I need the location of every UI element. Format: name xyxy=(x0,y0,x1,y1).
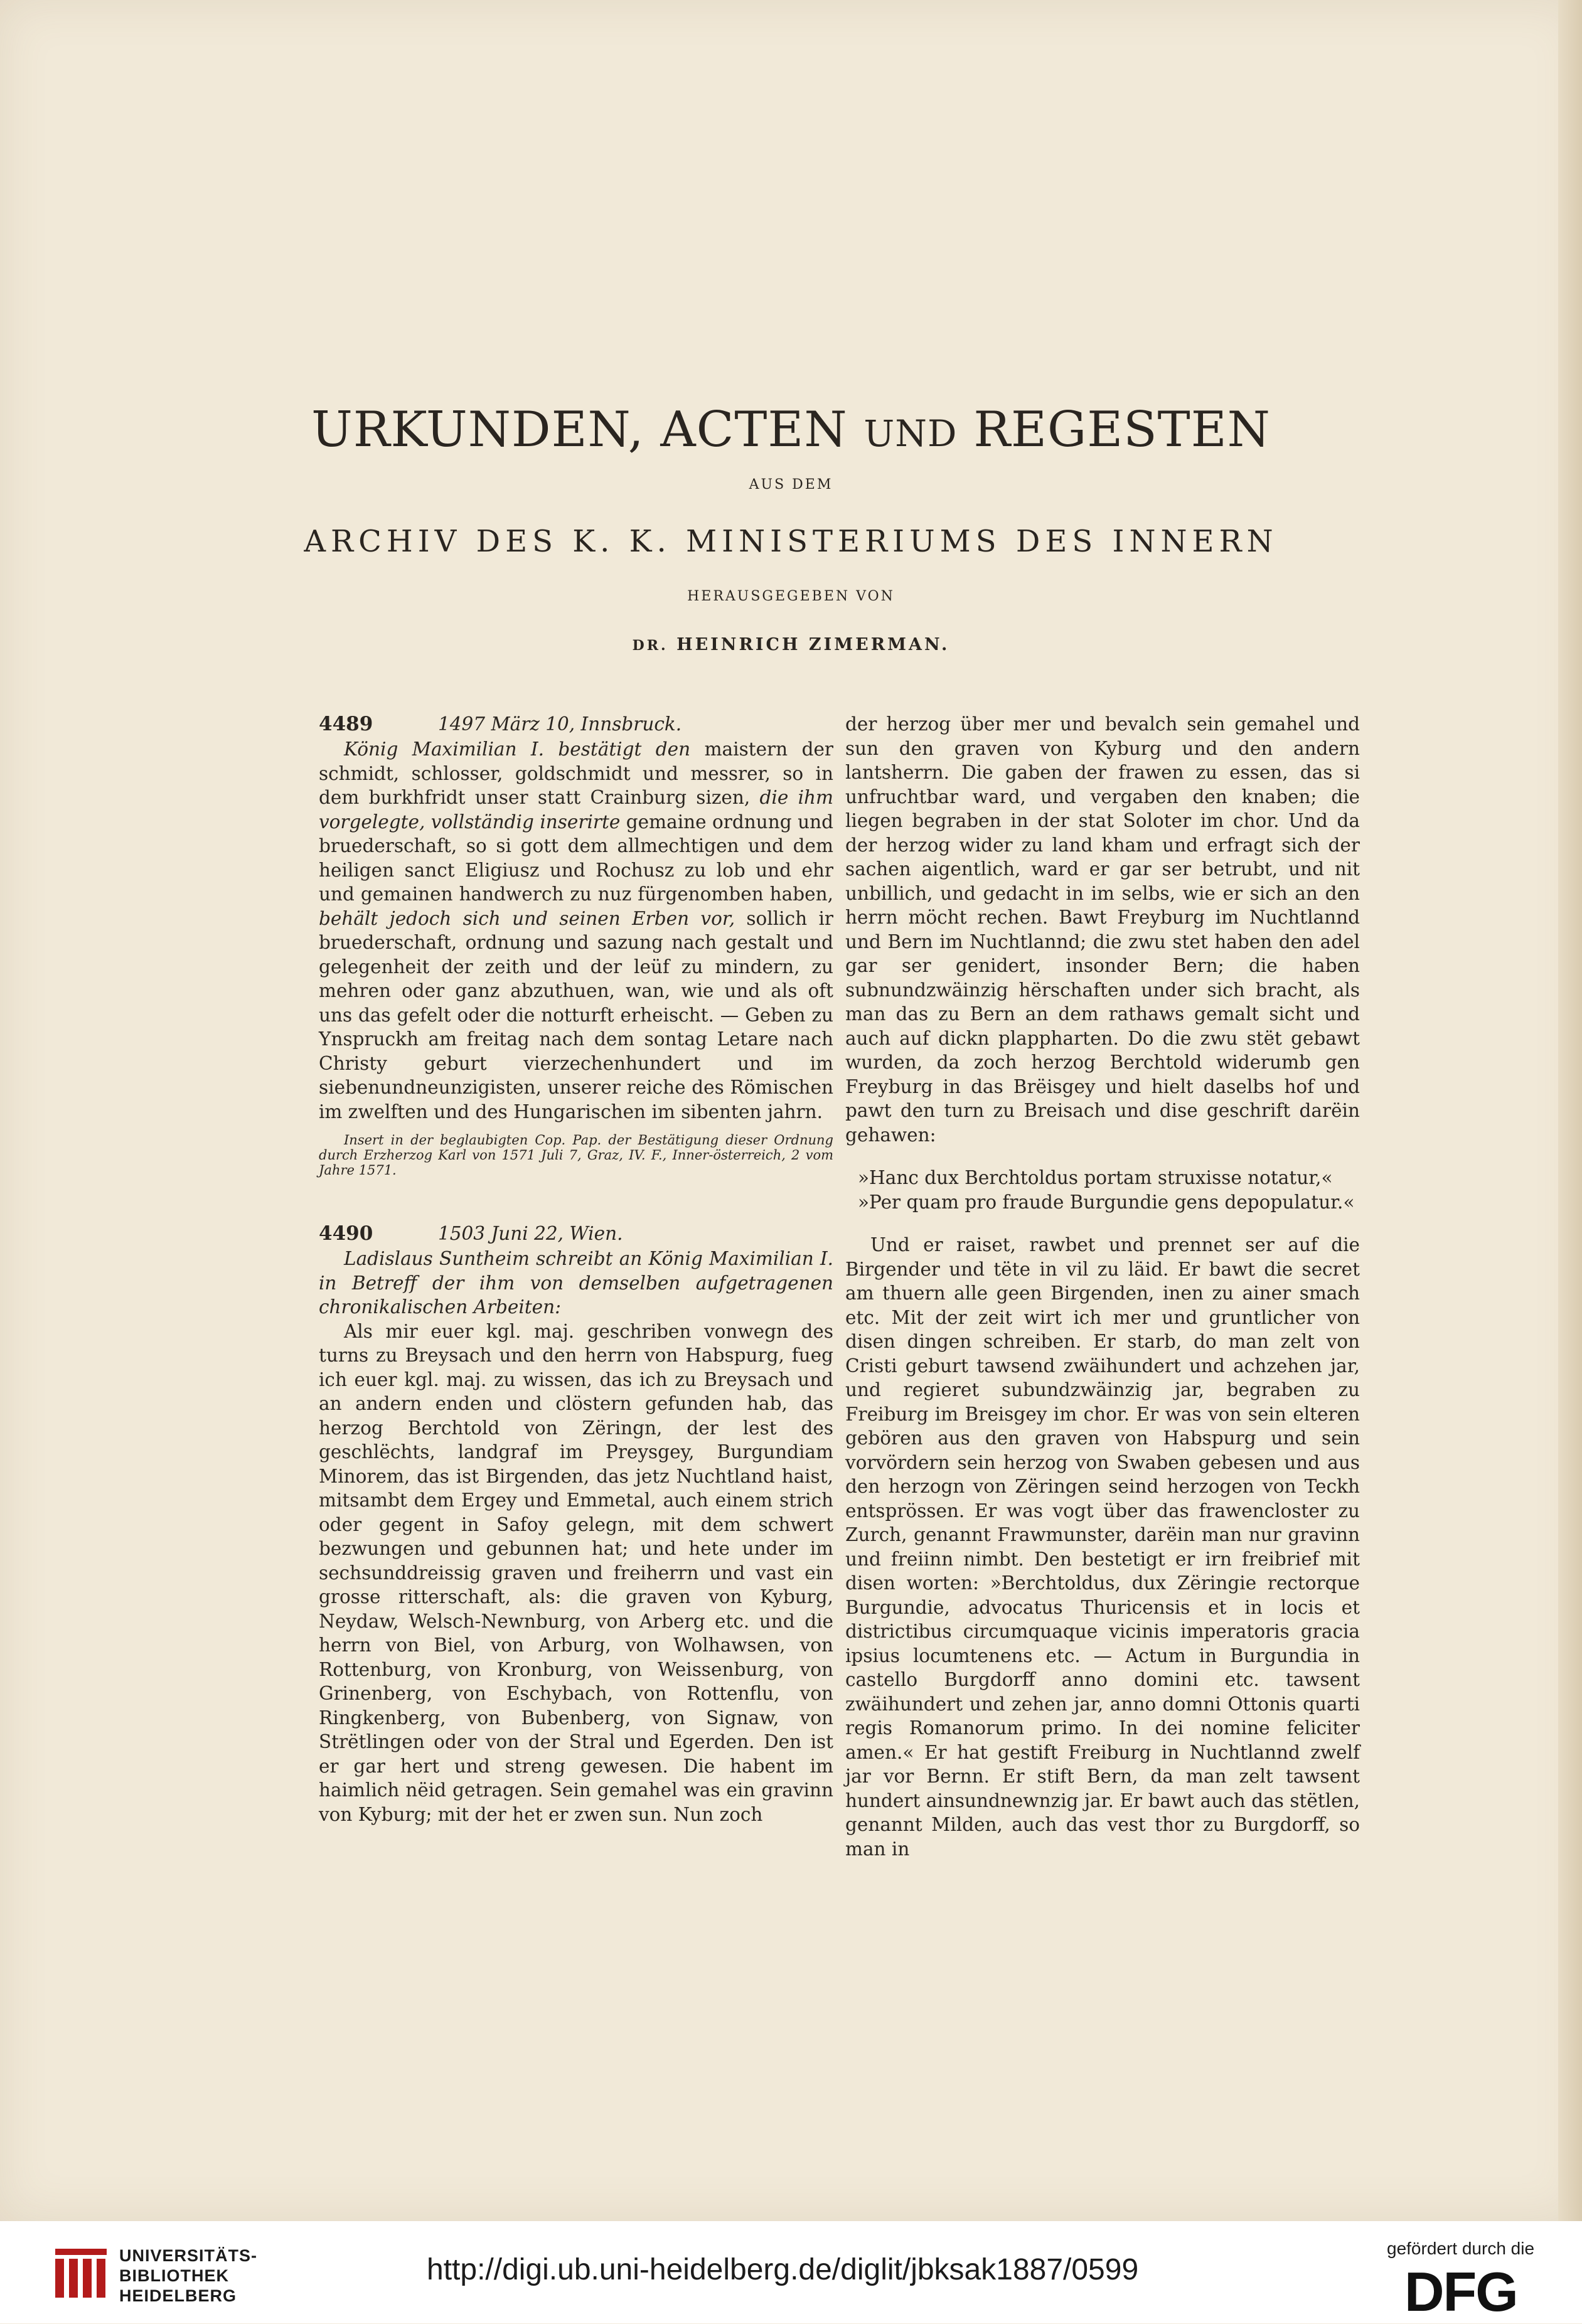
title-part-b: REGESTEN xyxy=(973,402,1271,458)
entry-4489-segment: gemaine ordnung und bruederschaft, so si gott dem allmechtigen und dem heiligen sanct Eligiusz und Rochusz zu lob und ehr und gemainen handwerch zu nuz fürgenomben haben, xyxy=(319,811,834,905)
editor-prefix: DR. xyxy=(632,637,668,654)
funded-by-label: gefördert durch die xyxy=(1387,2239,1535,2258)
entry-4489-segment: behält jedoch sich und seinen Erben vor, xyxy=(319,907,735,929)
editor-label: HEINRICH ZIMERMAN. xyxy=(676,635,950,654)
entry-4489-segment: maistern der schmidt, schlosser, goldschmidt und messrer, so in dem burkhfridt unser statt Crainburg sizen, xyxy=(319,738,834,808)
main-title xyxy=(0,402,1582,458)
editor-name xyxy=(0,635,1582,654)
heidelberg-library-logo-icon xyxy=(53,2245,109,2300)
dfg-logo: DFG xyxy=(1404,2261,1517,2323)
subtitle-aus-dem: AUS DEM xyxy=(749,477,833,493)
library-name-line-2: BIBLIOTHEK xyxy=(119,2266,229,2285)
footer-bar xyxy=(0,2221,1582,2323)
entry-4489-segment: König Maximilian I. bestätigt den xyxy=(344,738,691,760)
entry-4490-summary: Ladislaus Suntheim schreibt an König Maximilian I. in Betreff der ihm von demselben aufgetragenen chronikalischen Arbeiten: xyxy=(319,1248,833,1318)
entry-4490-date: 1503 Juni 22, Wien. xyxy=(438,1223,623,1244)
entry-4489-body xyxy=(319,737,833,1124)
entry-4489-heading xyxy=(319,712,833,737)
entry-4489-date: 1497 März 10, Innsbruck. xyxy=(438,713,682,735)
entry-4490-heading xyxy=(319,1222,833,1247)
herausgegeben-line: HERAUSGEGEBEN VON xyxy=(687,589,895,604)
permalink-url[interactable]: http://digi.ub.uni-heidelberg.de/diglit/jbksak1887/0599 xyxy=(427,2253,1139,2286)
archive-title: ARCHIV DES K. K. MINISTERIUMS DES INNERN xyxy=(304,524,1278,559)
entry-4490-number: 4490 xyxy=(319,1222,373,1245)
right-paragraph-2: Und er raiset, rawbet und prennet ser auf die Birgender und tëte in vil zu läid. Er bawt die secret am thuern alle geen Birgenden, inen zu ainer smach etc. Mit der zeit wirt ich mer und gruntlicher von disen dingen schreiben. Er starb, do man zelt von Cristi geburt tawsend zwäihundert und achzehen jar, und regieret subundzwäinzig jar, begraben zu Freiburg im Breisgey im chor. Er was von sein elteren gebören aus den graven von Habspurg und sein vorvördern sein herzog von Swaben gebesen und aus den herzogn von Zëringen seind herzogen von Teckh entsprössen. Er was vogt über das frawencloster zu Zurch, genannt Frawmunster, darëin man nur gravinn und freiinn nimbt. Den bestetigt er irn freibrief mit disen worten: »Berchtoldus, dux Zëringie rectorque Burgundie, advocatus Thuricensis et in locis et districtibus circumquaque vicinis imperatoris gracia ipsius locumtenens etc. — Actum in Burgundia in castello Burgdorff anno domini etc. tawsent zwäihundert und zehen jar, anno domni Ottonis quarti regis Romanorum primo. In dei nomine feliciter amen.« Er hat gestift Freiburg in Nuchtlannd zwelf jar vor Bernn. Er stift Bern, da man zelt tawsent hundert ainsundnewnzig jar. Er bawt auch das stëtlen, genannt Milden, auch das vest thor zu Burgdorff, so man in xyxy=(845,1234,1360,1860)
entry-4490-body: Als mir euer kgl. maj. geschriben vonwegn des turns zu Breysach und den herrn von Habspurg, fueg ich euer kgl. maj. zu wissen, das ich zu Breysach und an andern enden und clöstern gefunden hab, das herzog Berchtold von Zëringn, der lest des geschlëchts, landgraf im Preysgey, Burgundiam Minorem, das ist Birgenden, das jetz Nuchtland haist, mitsambt dem Ergey und Emmetal, auch einem strich oder gegent in Safoy gelegn, mit dem schwert bezwungen und gebunnen hat; und hete under im sechsunddreissig graven und freiherrn und vast ein grosse ritterschaft, als: die graven von Kyburg, Neydaw, Welsch-Newnburg, von Arberg etc. und die herrn von Biel, von Arburg, von Wolhawsen, von Rottenburg, von Kronburg, von Weissenburg, von Grinenberg, von Eschybach, von Rottenflu, von Ringkenberg, von Bubenberg, von Signaw, von Strëtlingen oder von der Stral und Egerden. Den ist er gar hert und streng gewesen. Die habent im haimlich nëid getragen. Sein gemahel was ein gravinn von Kyburg; mit der het er zwen sun. Nun zoch xyxy=(319,1320,833,1825)
entry-4489-segment: sollich ir bruederschaft, ordnung und sazung nach gestalt und gelegenheit der zeith und der leüf zu mindern, zu mehren oder ganz abzuthuen, wan, wie und als oft uns das gefelt oder die notturft erheischt. — Geben zu Ynspruckh am freitag nach dem sontag Letare nach Christy geburt vierzechenhundert und im siebenundneunzigisten, unserer reiche des Römischen im zwelften und des Hungarischen im sibenten jahrn. xyxy=(319,907,833,1122)
library-name-line-1: UNIVERSITÄTS- xyxy=(119,2246,258,2265)
right-column xyxy=(845,712,1360,1861)
library-name-line-3: HEIDELBERG xyxy=(119,2286,237,2305)
page-edge xyxy=(1558,0,1582,2221)
entry-4489-number: 4489 xyxy=(319,713,373,735)
left-column xyxy=(319,712,833,1826)
entry-4489-segment: die ihm vorgelegte, vollständig inserirte xyxy=(319,787,834,833)
title-part-a: URKUNDEN, ACTEN xyxy=(311,402,848,458)
right-paragraph-1: der herzog über mer und bevalch sein gemahel und sun den graven von Kyburg und den andern lantsherrn. Die gaben der frawen zu essen, das si unfruchtbar ward, und vergaben den knaben; die liegen begraben in der stat Soloter im chor. Und da der herzog wider zu land kham und erfragt sich der sachen aigentlich, ward er gar ser betrubt, und nit unbillich, und gedacht in im selbs, wie er sich an den herrn möcht rechen. Bawt Freyburg im Nuchtlannd und Bern im Nuchtlannd; die zwu stet haben den adel gar ser genidert, insonder Bern; die haben subnundzwäinzig hërschaften under sich bracht, als man das zu Bern an dem rathaws gemalt sicht und auch auf dickn plappharten. Do die zwu stët gebawt wurden, da zoch herzog Berchtold widerumb gen Freyburg in das Brëisgey und hielt daselbs hof und pawt den turn zu Breisach und dise geschrift darëin gehawen: xyxy=(845,713,1360,1146)
latin-inscription-line-2: »Per quam pro fraude Burgundie gens depopulatur.« xyxy=(858,1191,1355,1213)
entry-4489-note: Insert in der beglaubigten Cop. Pap. der Bestätigung dieser Ordnung durch Erzherzog Karl von 1571 Juli 7, Graz, IV. F., Inner-österreich, 2 vom Jahre 1571. xyxy=(319,1133,833,1178)
title-part-und: UND xyxy=(863,412,958,455)
latin-inscription-line-1: »Hanc dux Berchtoldus portam struxisse notatur,« xyxy=(858,1167,1333,1188)
